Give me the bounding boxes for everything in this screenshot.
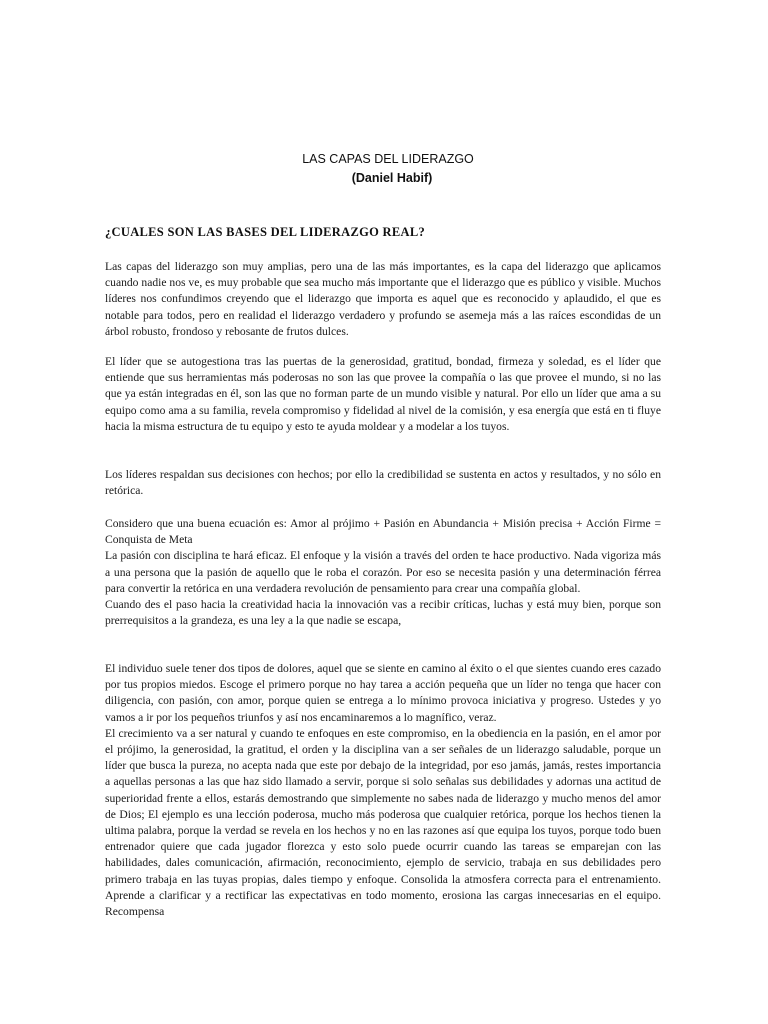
document-title: LAS CAPAS DEL LIDERAZGO: [302, 152, 474, 166]
paragraph-text: Las capas del liderazgo son muy amplias, pero una de las más importantes, es la capa del liderazgo que aplicamos cuando nadie nos ve, es muy probable que sea mucho más importante que el liderazgo que es público y visible. Muchos líderes nos confundimos creyendo que el liderazgo que importa es aquel que es reconocido y aplaudido, el que es notable para todos, pero en realidad el liderazgo verdadero y profundo se asemeja más a las raíces escondidas de un árbol robusto, frondoso y rebosante de frutos dulces.: [105, 260, 661, 338]
paragraph-text: El líder que se autogestiona tras las puertas de la generosidad, gratitud, bondad, firmeza y soledad, es el líder que entiende que sus herramientas más poderosas no son las que provee la compañía o las que provee el mundo, si no las que ya están integradas en él, son las que no forman parte de un mundo visible y natural. Por ello un líder que ama a su equipo como ama a su familia, revela compromiso y fidelidad al nivel de la comisión, y esa energía que está en ti fluye hacia la misma estructura de tu equipo y esto te ayuda moldear y a modelar a los tuyos.: [105, 355, 661, 433]
title-block: [0, 150, 768, 188]
section-heading: ¿CUALES SON LAS BASES DEL LIDERAZGO REAL?: [105, 225, 426, 239]
paragraph-1: [105, 259, 661, 340]
paragraph-group-equation: [105, 516, 661, 629]
paragraph-group-growth: [105, 661, 661, 920]
paragraph-pain: El individuo suele tener dos tipos de dolores, aquel que se siente en camino al éxito o el que sientes cuando eres cazado por tus propios miedos. Escoge el primero porque no hay tarea a acción pequeña que un líder no tenga que hacer con diligencia, con pasión, con amor, porque quien se entrega a lo mínimo provoca iniciativa y progreso. Ustedes y yo vamos a ir por los pequeños triunfos y así nos encaminaremos a lo magnífico, veraz.: [105, 662, 661, 724]
document-author: (Daniel Habif): [351, 171, 433, 185]
paragraph-creativity: Cuando des el paso hacia la creatividad hacia la innovación vas a recibir críticas, luchas y está muy bien, porque son prerrequisitos a la grandeza, es una ley a la que nadie se escapa,: [105, 598, 661, 628]
paragraph-2: [105, 354, 661, 435]
paragraph-text: Los líderes respaldan sus decisiones con hechos; por ello la credibilidad se sustenta en actos y resultados, y no sólo en retórica.: [105, 468, 661, 498]
paragraph-passion: La pasión con disciplina te hará eficaz. El enfoque y la visión a través del orden te hace productivo. Nada vigoriza más a una persona que la pasión de aquello que le roba el corazón. Por eso se necesita pasión y una determinación férrea para convertir la retórica en una verdadera revolución de pensamiento para crear una compañía global.: [105, 549, 661, 595]
paragraph-3: [105, 467, 661, 499]
paragraph-equation: Considero que una buena ecuación es: Amor al prójimo + Pasión en Abundancia + Misión precisa + Acción Firme = Conquista de Meta: [105, 517, 661, 547]
paragraph-growth: El crecimiento va a ser natural y cuando te enfoques en este compromiso, en la obediencia en la pasión, en el amor por el prójimo, la generosidad, la gratitud, el orden y la disciplina van a ser señales de un liderazgo saludable, porque un líder que busca la pureza, no acepta nada que este por debajo de la integridad, por eso jamás, jamás, restes importancia a aquellas personas a las que haz sido llamado a servir, porque si solo señalas sus debilidades y adornas una actitud de superioridad frente a ellos, estarás demostrando que simplemente no sabes nada de liderazgo y mucho menos del amor de Dios; El ejemplo es una lección poderosa, mucho más poderosa que cualquier retórica, porque los hechos tienen la ultima palabra, porque la verdad se revela en los hechos y no en las razones así que equipa los tuyos, porque todo buen entrenador quiere que cada jugador florezca y esto solo puede ocurrir cuando las tareas se emparejan con las habilidades, dales comunicación, afirmación, reconocimiento, ejemplo de servicio, trabaja en sus debilidades pero primero trabaja en las tuyas propias, dales tiempo y enfoque. Consolida la atmosfera correcta para el entrenamiento. Aprende a clarificar y a rectificar las expectativas en todo momento, erosiona las cargas innecesarias en el equipo. Recompensa: [105, 726, 661, 919]
